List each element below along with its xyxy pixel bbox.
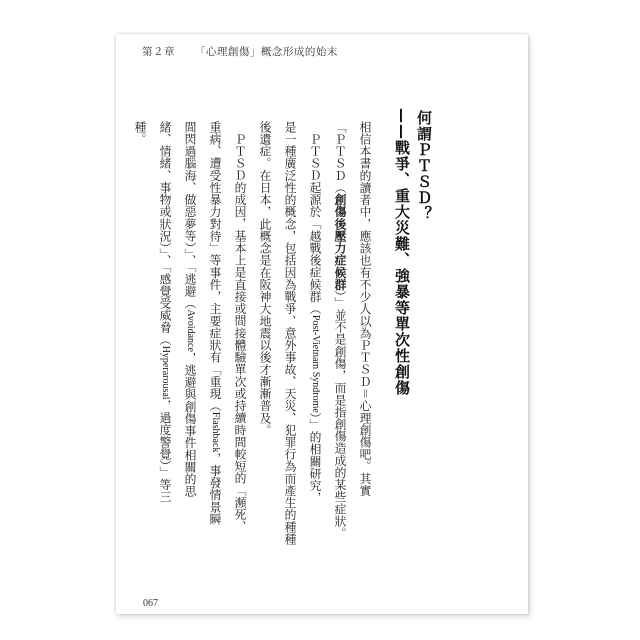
term-bold: 創傷後壓力症候群 [333, 193, 347, 291]
body-line: ＰＴＳＤ的成因，基本上是直接或間接體驗單次或持續時間較短的「瀕死、 [233, 133, 247, 533]
latin-term: Hyperarousal [160, 345, 171, 400]
body-line: 緒、情緒、事物或狀況）」、「感覺受威脅（Hyperarousal，過度警覺）」等三 [158, 121, 172, 503]
book-page [116, 34, 528, 614]
chapter-label: 第２章 [142, 46, 175, 58]
body-line: 相信本書的讀者中，應該也有不少人以為ＰＴＳＤ＝心理創傷吧。其實 [358, 121, 372, 497]
body-line: 種。 [133, 121, 147, 146]
latin-term: Avoidance [185, 309, 196, 352]
section-subtitle: ——戰爭、重大災難、強暴等單次性創傷 [393, 108, 411, 396]
running-header [142, 44, 344, 59]
body-line: 是一種廣泛性的概念，包括因為戰爭、意外事故、天災、犯罪行為而產生的種種 [283, 121, 297, 546]
latin-term: Flashback [210, 411, 221, 453]
latin-term: Post-Vietnam Syndrome [310, 314, 321, 413]
body-line: 「ＰＴＳＤ（創傷後壓力症候群）」並不是創傷，而是指創傷造成的某些症狀。 [333, 121, 347, 540]
body-line: ＰＴＳＤ起源於「越戰後症候群（Post-Vietnam Syndrome）」的相關研究， [308, 133, 322, 504]
body-line: 後遺症。在日本，此概念是在阪神大地震以後才漸漸普及。 [258, 121, 272, 437]
chapter-title: 「心理創傷」概念形成的始末 [194, 46, 338, 58]
body-line: 間閃過腦海、做惡夢等）」、「逃避（Avoidance，逃避與創傷事件相關的思 [183, 121, 197, 498]
section-title: 何謂ＰＴＳＤ？ [415, 110, 433, 222]
page-number: 067 [143, 598, 158, 609]
body-line: 重病、遭受性暴力對待」等事件，主要症狀有「重現（Flashback，事發情景瞬 [208, 121, 222, 526]
